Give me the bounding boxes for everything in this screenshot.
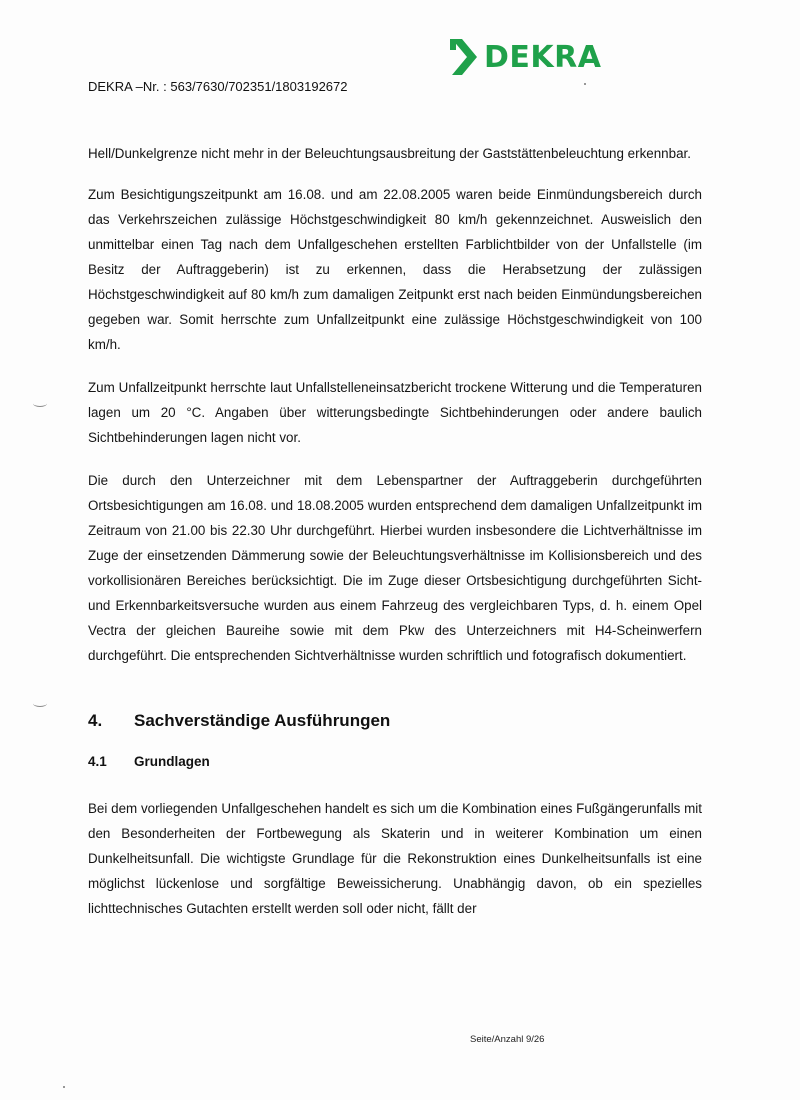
dekra-logo — [448, 38, 601, 76]
paragraph: Zum Besichtigungszeitpunkt am 16.08. und am 22.08.2005 waren beide Einmündungsbereich durch das Verkehrszeichen zulässige Höchstgeschwindigkeit 80 km/h gekennzeichnet. Ausweislich den unmittelbar einen Tag nach dem Unfallgeschehen erstellten Farblichtbilder von der Unfallstelle (im Besitz der Auftraggeberin) ist zu erkennen, dass die Herabsetzung der zulässigen Höchstgeschwindigkeit auf 80 km/h zum damaligen Zeitpunkt erst nach beiden Einmündungsbereichen gegeben war. Somit herrschte zum Unfallzeitpunkt eine zulässige Höchstgeschwindigkeit von 100 km/h. — [88, 187, 702, 352]
scan-speck — [584, 83, 586, 85]
subsection-title: Grundlagen — [134, 754, 210, 769]
subsection-number: 4.1 — [88, 754, 107, 769]
paragraph: Bei dem vorliegenden Unfallgeschehen handelt es sich um die Kombination eines Fußgängerunfalls mit den Besonderheiten der Fortbewegung als Skaterin und in weiterer Kombination um einen Dunkelheitsunfall. Die wichtigste Grundlage für die Rekonstruktion eines Dunkelheitsunfalls ist eine möglichst lückenlose und sorgfältige Beweissicherung. Unabhängig davon, ob ein spezielles lichttechnisches Gutachten erstellt werden soll oder nicht, fällt der — [88, 801, 702, 916]
paragraph: Die durch den Unterzeichner mit dem Lebenspartner der Auftraggeberin durchgeführten Ortsbesichtigungen am 16.08. und 18.08.2005 wurden entsprechend dem damaligen Unfallzeitpunkt im Zeitraum von 21.00 bis 22.30 Uhr durchgeführt. Hierbei wurden insbesondere die Lichtverhältnisse im Zuge der einsetzenden Dämmerung sowie der Beleuchtungsverhältnisse im Kollisionsbereich und des vorkollisionären Bereiches berücksichtigt. Die im Zuge dieser Ortsbesichtigung durchgeführten Sicht- und Erkennbarkeitsversuche wurden aus einem Fahrzeug des vergleichbaren Typs, d. h. einem Opel Vectra der gleichen Baureihe sowie mit dem Pkw des Unterzeichners mit H4-Scheinwerfern durchgeführt. Die entsprechenden Sichtverhältnisse wurden schriftlich und fotografisch dokumentiert. — [88, 473, 702, 663]
page-number: Seite/Anzahl 9/26 — [470, 1034, 545, 1045]
section-heading — [88, 711, 702, 731]
paragraph: Hell/Dunkelgrenze nicht mehr in der Beleuchtungsausbreitung der Gaststättenbeleuchtung erkennbar. — [88, 146, 691, 161]
document-body — [88, 141, 702, 921]
subsection-heading — [88, 754, 702, 769]
section-number: 4. — [88, 711, 103, 730]
document-number: DEKRA –Nr. : 563/7630/702351/1803192672 — [88, 79, 348, 94]
scan-speck — [63, 1086, 65, 1088]
paragraph: Zum Unfallzeitpunkt herrschte laut Unfallstelleneinsatzbericht trockene Witterung und die Temperaturen lagen um 20 °C. Angaben über witterungsbedingte Sichtbehinderungen oder andere baulich Sichtbehinderungen lagen nicht vor. — [88, 380, 702, 445]
section-title: Sachverständige Ausführungen — [134, 711, 391, 730]
margin-mark — [33, 400, 47, 407]
margin-mark — [33, 700, 47, 707]
logo-wordmark: DEKRA — [484, 39, 602, 75]
dekra-logo-icon — [448, 38, 478, 76]
